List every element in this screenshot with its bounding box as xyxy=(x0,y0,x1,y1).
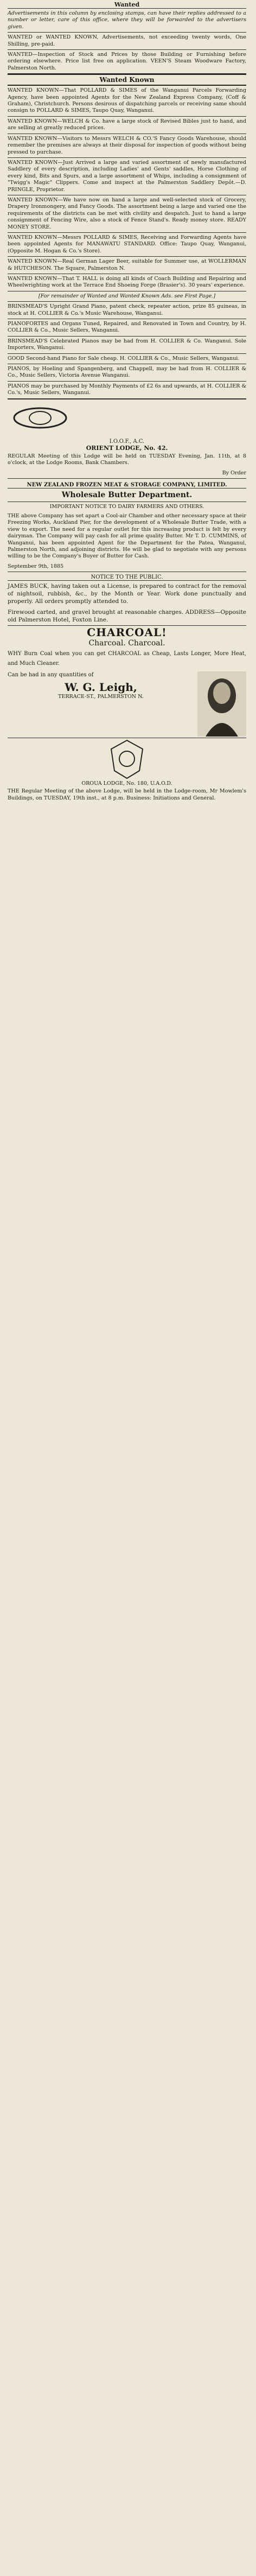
public-text2: Firewood carted, and gravel brought at reasonable charges. ADDRESS—Opposite old Palmerston Hotel, Foxton Line. xyxy=(8,609,246,624)
piano-ad-1: PIANOFORTES and Organs Tuned, Repaired, and Renovated in Town and Country, by H. COLLIER & Co., Music Sellers, Wanganui. xyxy=(8,321,246,334)
lodge-title: I.O.O.F., A.C. xyxy=(109,438,145,445)
oroua-title: OROUA LODGE, No. 180, U.A.O.D. xyxy=(81,781,172,787)
piano-ad-3: GOOD Second-hand Piano for Sale cheap. H. COLLIER & Co., Music Sellers, Wanganui. xyxy=(8,355,240,361)
charcoal-name: W. G. Leigh, xyxy=(65,680,137,694)
wanted-ad-0: WANTED or WANTED KNOWN, Advertisements, not exceeding twenty words, One Shilling, pre-paid. xyxy=(8,34,246,47)
charcoal-text2: Can be had in any quantities of xyxy=(8,672,94,678)
wanted-known-ad-5: WANTED KNOWN—Messrs POLLARD & SIMES, Receiving and Forwarding Agents have been appointed Agents for MANAWATU STANDARD. Office: Taupo Quay, Wanganui, (Opposite M. Hogan & Co.'s Store). xyxy=(8,234,246,254)
piano-ad-5: PIANOS may be purchased by Monthly Payments of £2 6s and upwards, at H. COLLIER & Co.'s, Music Sellers, Wanganui. xyxy=(8,383,246,396)
oroua-text: THE Regular Meeting of the above Lodge, will be held in the Lodge-room, Mr Mowlem's Buildings, on TUESDAY, 19th inst., at 8 p.m. Business: Initiations and General. xyxy=(8,788,246,801)
piano-ad-2: BRINSMEAD'S Celebrated Pianos may be had from H. COLLIER & Co. Wanganui. Sole Importers, Wanganui. xyxy=(8,338,246,351)
wanted-header: Wanted xyxy=(114,1,140,8)
frozen-notice: IMPORTANT NOTICE TO DAIRY FARMERS AND OTHERS. xyxy=(49,503,204,510)
newspaper-column xyxy=(8,0,246,803)
charcoal-title: CHARCOAL! xyxy=(87,626,167,639)
frozen-heading: Wholesale Butter Department. xyxy=(61,490,193,499)
wanted-ad-1: WANTED—Inspection of Stock and Prices by those Building or Furnishing before ordering elsewhere. Price list free on application. VEEN'S Steam Woodware Factory, Palmerston North. xyxy=(8,52,246,71)
wanted-intro: Advertisements in this column by enclosing stamps, can have their replies addressed to a number or letter, care of this office, where they will be forwarded to the advertisers given. xyxy=(8,10,246,30)
remainder-note: [For remainder of Wanted and Wanted Known Ads. see First Page.] xyxy=(38,293,216,299)
wanted-known-header: Wanted Known xyxy=(99,76,155,84)
charcoal-address: TERRACE-ST., PALMERSTON N. xyxy=(58,693,144,700)
wanted-known-ad-4: WANTED KNOWN—We have now on hand a large and well-selected stock of Grocery, Drapery Ironmongery, and Fancy Goods. The assortment being a large and varied one the requirements of the districts can be met with civility and despatch. Just to hand a large consignment of Fencing Wire, also a stock of Fence Stand's. Ready money store. READY MONEY STORE. xyxy=(8,196,246,230)
charcoal-sub: Charcoal. Charcoal. xyxy=(88,639,165,648)
public-text: JAMES BUCK, having taken out a License, is prepared to contract for the removal of nightsoil, rubbish, &c., by the Month or Year. Work done punctually and properly. All orders promptly attended to. xyxy=(8,583,246,605)
piano-ad-0: BRINSMEAD'S Upright Grand Piano, patent check, repeater action, prize 85 guineas, in stock at H. COLLIER & Co.'s Music Warehouse, Wanganui. xyxy=(8,303,246,316)
lodge-text: REGULAR Meeting of this Lodge will be held on TUESDAY Evening, Jan. 11th, at 8 o'clock, at the Lodge Rooms, Bank Chambers. xyxy=(8,453,246,466)
wanted-known-ad-6: WANTED KNOWN—Real German Lager Beer, suitable for Summer use, at WOLLERMAN & HUTCHESON. The Square, Palmerston N. xyxy=(8,258,246,271)
wanted-known-ad-2: WANTED KNOWN—Visitors to Messrs WELCH & CO.'S Fancy Goods Warehouse, should remember the premises are always at their disposal for inspection of goods without being pressed to purchase. xyxy=(8,135,246,155)
charcoal-text: WHY Burn Coal when you can get CHARCOAL as Cheap, Lasts Longer, More Heat, and Much Cleaner. xyxy=(8,651,246,667)
lodge-sign: By Order xyxy=(222,469,246,476)
piano-ad-4: PIANOS, by Hoeling and Spangenberg, and Chappell, may be had from H. COLLIER & Co., Music Sellers, Victoria Avenue Wanganui. xyxy=(8,366,246,379)
druids-emblem-icon xyxy=(107,738,147,781)
wanted-known-ad-3: WANTED KNOWN—Just Arrived a large and varied assortment of newly manufactured Saddlery of every description, including Ladies' and Gents' saddles, Horse Clothing of every kind, Bits and Spurs, and a large assortment of Whips, including a consignment of "Twigg's Magic" Clippers. Come and inspect at the Palmerston Saddlery Depôt.—D. PRINGLE, Proprietor. xyxy=(8,159,246,193)
frozen-text: THE above Company has set apart a Cool-air Chamber and other necessary space at their Freezing Works, Auckland Pier, for the development of a Wholesale Butter Trade, with a view to export. The need for a regular outlet for this increasing product is felt by every dairyman. The Company will pay cash for all prime quality Butter. Mr T. D. CUMMINS, of Wanganui, has been appointed Agent for the Department for the Patea, Wanganui, Palmerston North, and adjoining districts. He will be glad to negotiate with any persons willing to be the Company's Buyer of Butter for Cash. xyxy=(8,512,246,560)
portrait-illustration xyxy=(197,671,246,737)
wanted-known-ad-7: WANTED KNOWN—That T. HALL is doing all kinds of Coach Building and Repairing and Wheelwrighting work at the Terrace End Shoeing Forge (Brasier's). 30 years' experience. xyxy=(8,276,246,289)
wanted-known-ad-1: WANTED KNOWN—WELCH & Co. have a large stock of Revised Bibles just to hand, and are selling at greatly reduced prices. xyxy=(8,118,246,131)
odd-fellows-emblem-icon xyxy=(8,402,73,434)
frozen-date: September 9th, 1885 xyxy=(8,563,64,569)
wanted-known-ad-0: WANTED KNOWN—That POLLARD & SIMES of the Wanganui Parcels Forwarding Agency, have been appointed Agents for the New Zealand Express Company, (Coff & Graham), Christchurch. Persons desirous of dispatching parcels or receiving same should consign to POLLARD & SIMES, Taupo Quay, Wanganui. xyxy=(8,87,246,114)
frozen-title: NEW ZEALAND FROZEN MEAT & STORAGE COMPANY, LIMITED. xyxy=(27,481,227,488)
lodge-subtitle: ORIENT LODGE, No. 42. xyxy=(86,444,168,452)
public-title: NOTICE TO THE PUBLIC. xyxy=(91,574,163,581)
